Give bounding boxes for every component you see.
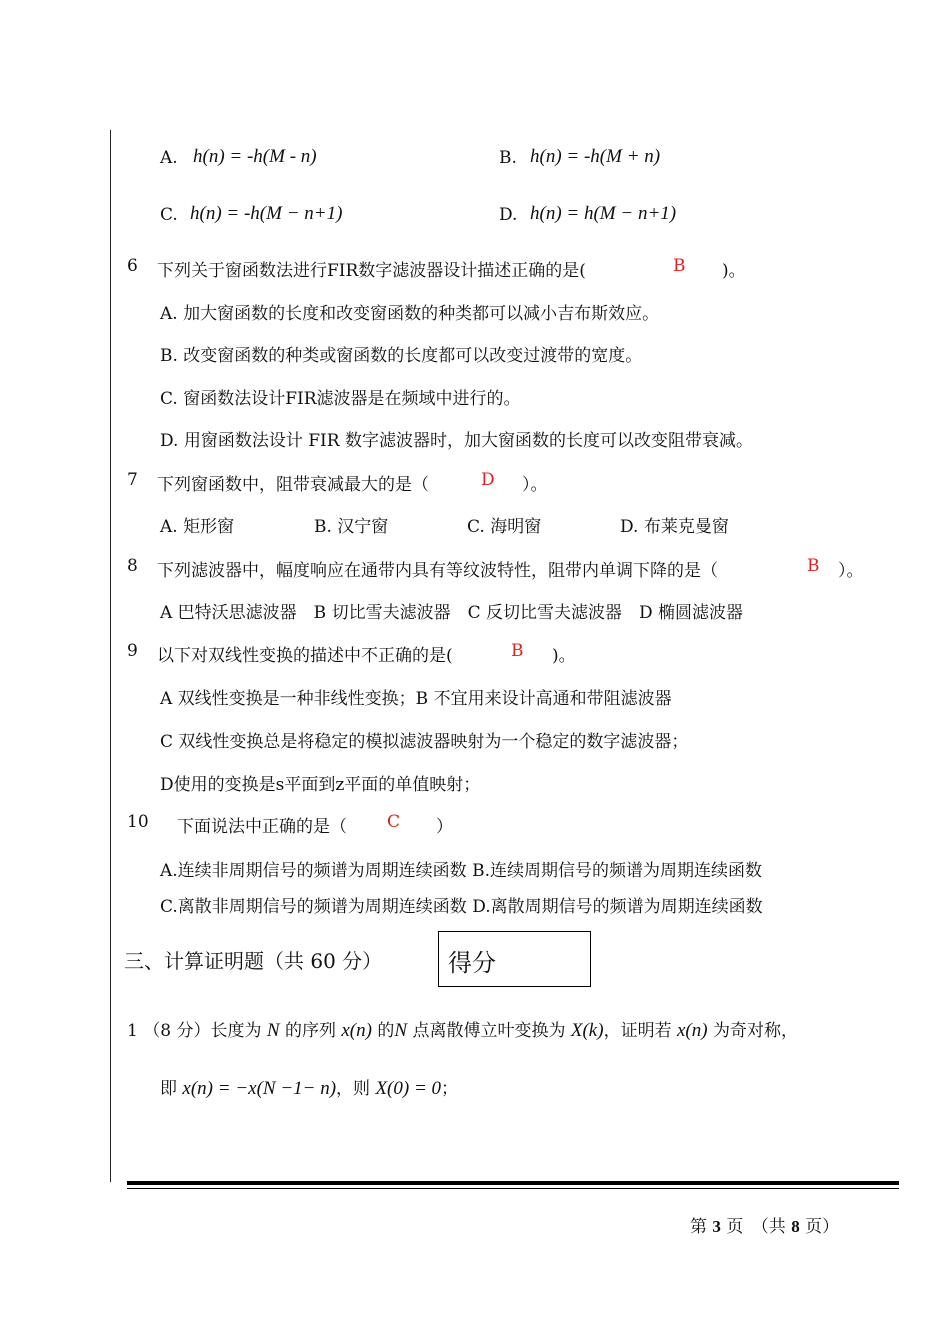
q6-option-b: B. 改变窗函数的种类或窗函数的长度都可以改变过渡带的宽度。	[160, 346, 643, 366]
q8-number: 8	[127, 556, 138, 576]
q7-answer: D	[481, 470, 495, 490]
calc1-text: 点离散傅立叶变换为	[412, 1021, 566, 1041]
page-number	[690, 1212, 839, 1237]
q5-option-b-label: B.	[499, 148, 517, 168]
page-current: 3	[712, 1217, 721, 1236]
q7-stem: 下列窗函数中，阻带衰减最大的是（	[157, 475, 429, 495]
q9-close: )。	[552, 646, 576, 666]
q5-option-d-label: D.	[499, 205, 518, 225]
q8-options: A 巴特沃思滤波器 B 切比雪夫滤波器 C 反切比雪夫滤波器 D 椭圆滤波器	[160, 603, 744, 623]
calc1-text: ，证明若	[603, 1021, 672, 1041]
calc1-line2	[160, 1074, 458, 1100]
score-label: 得分	[448, 949, 496, 977]
calc1-result: X(0) = 0	[375, 1078, 442, 1099]
q7-option-b: B. 汉宁窗	[314, 517, 389, 537]
calc1-condition: x(n) = −x(N −1− n)	[182, 1078, 337, 1099]
page-total: 8	[791, 1217, 800, 1236]
page-number-prefix: 第	[690, 1217, 707, 1237]
q7-number: 7	[127, 470, 138, 490]
q8-close: ）。	[838, 561, 864, 581]
q5-option-c-formula: h(n) = -h(M − n+1)	[190, 203, 343, 224]
q9-stem: 以下对双线性变换的描述中不正确的是(	[157, 646, 453, 666]
q6-option-d: D. 用窗函数法设计 FIR 数字滤波器时，加大窗函数的长度可以改变阻带衰减。	[160, 431, 753, 451]
calc1-number: 1	[127, 1021, 138, 1041]
q10-options-line2: C.离散非周期信号的频谱为周期连续函数 D.离散周期信号的频谱为周期连续函数	[160, 897, 763, 917]
q10-answer: C	[387, 812, 401, 832]
binding-margin-line	[110, 130, 111, 1182]
q5-option-b-formula: h(n) = -h(M + n)	[530, 146, 661, 167]
calc1-line1	[127, 1016, 798, 1042]
q10-close: ）	[436, 817, 453, 837]
calc1-N2: N	[394, 1020, 408, 1041]
page-number-suffix: 页）	[805, 1217, 840, 1237]
footer-rule-thick	[127, 1181, 899, 1185]
calc1-text: 为奇对称，	[712, 1021, 798, 1041]
q6-answer: B	[673, 256, 686, 276]
q10-number: 10	[127, 812, 149, 832]
q8-answer: B	[807, 556, 820, 576]
q7-option-c: C. 海明窗	[467, 517, 542, 537]
calc1-text: ，则	[336, 1079, 371, 1099]
q6-close: )。	[722, 261, 746, 281]
q7-close: ）。	[522, 475, 548, 495]
q5-option-c-label: C.	[160, 205, 178, 225]
calc1-text: 的序列	[284, 1021, 336, 1041]
q7-option-a: A. 矩形窗	[160, 517, 235, 537]
score-box	[438, 931, 591, 987]
page-number-mid: 页 （共	[726, 1217, 786, 1237]
calc1-xn2: x(n)	[676, 1020, 708, 1041]
calc1-text: （8 分）长度为	[143, 1021, 262, 1041]
q10-stem: 下面说法中正确的是（	[177, 817, 347, 837]
calc1-N: N	[266, 1020, 280, 1041]
q5-option-d-formula: h(n) = h(M − n+1)	[530, 203, 677, 224]
calc1-text: ；	[441, 1079, 459, 1099]
q6-number: 6	[127, 256, 138, 276]
calc1-text: 的	[377, 1021, 395, 1041]
q5-option-a-label: A.	[160, 148, 178, 168]
calc1-xn: x(n)	[341, 1020, 372, 1041]
q5-option-a-formula: h(n) = -h(M - n)	[193, 146, 317, 167]
q9-option-d: D使用的变换是s平面到z平面的单值映射；	[160, 775, 481, 795]
calc1-Xk: X(k)	[570, 1020, 604, 1041]
q9-option-ab: A 双线性变换是一种非线性变换；B 不宜用来设计高通和带阻滤波器	[160, 689, 672, 709]
q8-stem: 下列滤波器中，幅度响应在通带内具有等纹波特性，阻带内单调下降的是（	[157, 561, 718, 581]
q9-number: 9	[127, 641, 138, 661]
q10-options-line1: A.连续非周期信号的频谱为周期连续函数 B.连续周期信号的频谱为周期连续函数	[160, 861, 762, 881]
footer-rule-thin	[127, 1188, 899, 1189]
q6-option-a: A. 加大窗函数的长度和改变窗函数的种类都可以减小吉布斯效应。	[160, 304, 660, 324]
q7-option-d: D. 布莱克曼窗	[620, 517, 729, 537]
q6-stem: 下列关于窗函数法进行FIR数字滤波器设计描述正确的是(	[157, 261, 586, 281]
q9-option-c: C 双线性变换总是将稳定的模拟滤波器映射为一个稳定的数字滤波器；	[160, 732, 689, 752]
q9-answer: B	[511, 641, 524, 661]
q6-option-c: C. 窗函数法设计FIR滤波器是在频域中进行的。	[160, 389, 521, 409]
calc1-text: 即	[160, 1079, 177, 1099]
section-title: 三、计算证明题（共 60 分）	[124, 949, 383, 973]
